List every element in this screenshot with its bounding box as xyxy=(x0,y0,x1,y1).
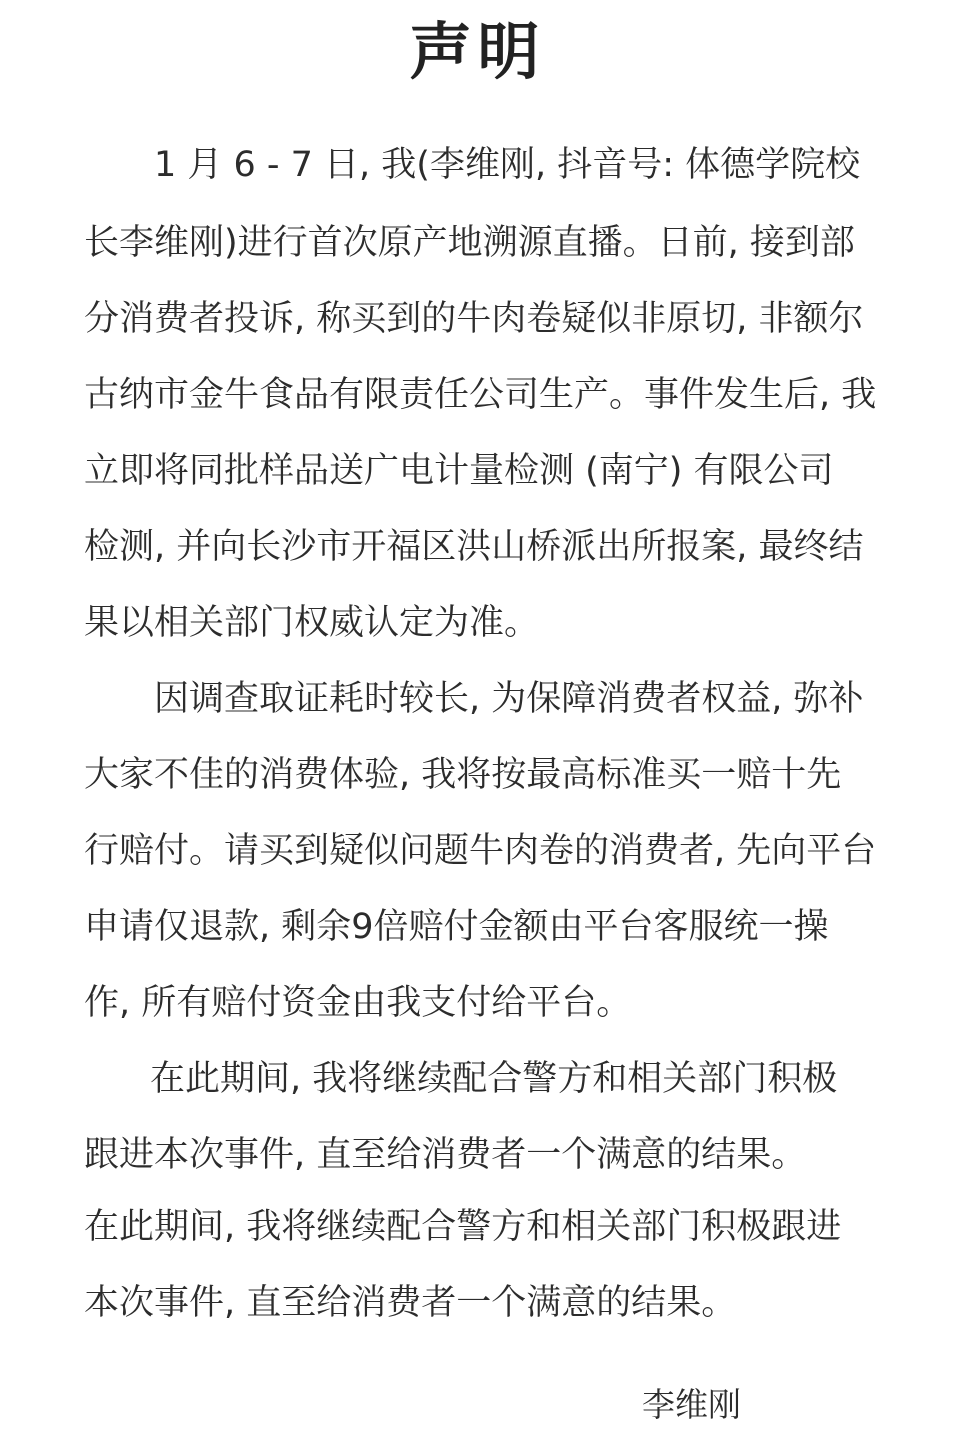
paragraph-2-line-2: 大家不佳的消费体验, 我将按最高标准买一赔十先 xyxy=(84,755,842,795)
paragraph-2-line-3: 行赔付。请买到疑似问题牛肉卷的消费者, 先向平台 xyxy=(84,831,877,871)
paragraph-1-line-2: 长李维刚)进行首次原产地溯源直播。日前, 接到部 xyxy=(84,223,855,263)
paragraph-1-line-4: 古纳市金牛食品有限责任公司生产。事件发生后, 我 xyxy=(84,375,877,415)
paragraph-3-line-2: 跟进本次事件, 直至给消费者一个满意的结果。 xyxy=(84,1135,807,1175)
paragraph-3-line-1: 在此期间, 我将继续配合警方和相关部门积极 xyxy=(150,1059,838,1099)
paragraph-4-line-1: 在此期间, 我将继续配合警方和相关部门积极跟进 xyxy=(84,1207,842,1247)
paragraph-1-line-6: 检测, 并向长沙市开福区洪山桥派出所报案, 最终结 xyxy=(84,527,864,567)
paragraph-1-line-5: 立即将同批样品送广电计量检测 (南宁) 有限公司 xyxy=(84,451,834,491)
paragraph-1-line-7: 果以相关部门权威认定为准。 xyxy=(84,603,540,643)
signature: 李维刚 xyxy=(642,1385,741,1424)
paragraph-4-line-2: 本次事件, 直至给消费者一个满意的结果。 xyxy=(84,1283,737,1323)
paragraph-2-line-4: 申请仅退款, 剩余9倍赔付金额由平台客服统一操 xyxy=(84,907,829,947)
paragraph-1-line-1: 1 月 6 - 7 日, 我(李维刚, 抖音号: 体德学院校 xyxy=(154,145,861,185)
page-title: 声明 xyxy=(409,15,546,88)
paragraph-2-line-1: 因调查取证耗时较长, 为保障消费者权益, 弥补 xyxy=(154,679,864,719)
paragraph-2-line-5: 作, 所有赔付资金由我支付给平台。 xyxy=(84,983,632,1023)
paragraph-1-line-3: 分消费者投诉, 称买到的牛肉卷疑似非原切, 非额尔 xyxy=(84,299,864,339)
